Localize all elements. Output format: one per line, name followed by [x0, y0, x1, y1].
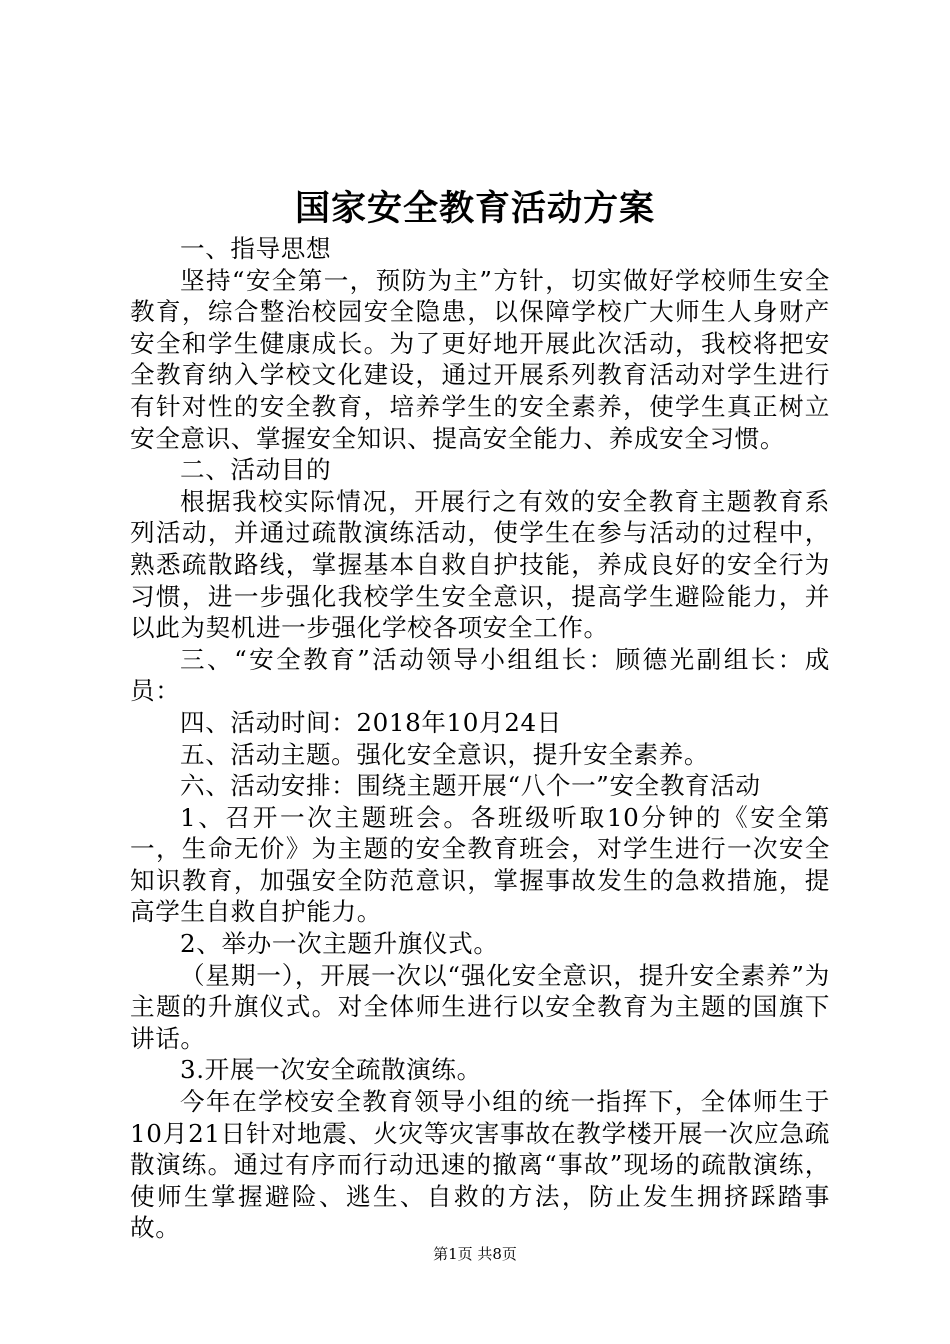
section-heading-guiding-ideology: 一、指导思想	[180, 234, 332, 263]
paragraph-guiding-ideology: 坚持“安全第一，预防为主”方针，切实做好学校师生安全教育，综合整治校园安全隐患，以保障学校广大师生人身财产安全和学生健康成长。为了更好地开展此次活动，我校将把安全教育纳入学校文化建设，通过开展系列教育活动对学生进行有针对性的安全教育，培养学生的安全素养，使学生真正树立安全意识、掌握安全知识、提高安全能力、养成安全习惯。	[130, 265, 830, 453]
document-title: 国家安全教育活动方案	[294, 188, 655, 229]
paragraph-leadership-group: 三、“安全教育”活动领导小组组长：顾德光副组长：成员：	[130, 644, 830, 706]
page-indicator: 第1页 共8页	[433, 1245, 517, 1263]
paragraph-flag-ceremony-heading: 2、举办一次主题升旗仪式。	[180, 929, 499, 959]
paragraph-activity-purpose: 根据我校实际情况，开展行之有效的安全教育主题教育系列活动，并通过疏散演练活动，使学生在参与活动的过程中，熟悉疏散路线，掌握基本自救自护技能，养成良好的安全行为习惯，进一步强化我校学生安全意识，提高学生避险能力，并以此为契机进一步强化学校各项安全工作。	[130, 486, 830, 643]
paragraph-activity-time: 四、活动时间：2018年10月24日	[180, 707, 562, 737]
paragraph-evacuation-drill-heading: 3.开展一次安全疏散演练。	[180, 1055, 482, 1085]
paragraph-activity-theme: 五、活动主题。强化安全意识，提升安全素养。	[180, 739, 710, 769]
paragraph-class-meeting: 1、召开一次主题班会。各班级听取10分钟的《安全第一，生命无价》为主题的安全教育班会，对学生进行一次安全知识教育，加强安全防范意识，掌握事故发生的急救措施，提高学生自救自护能力。	[130, 802, 830, 927]
section-heading-activity-purpose: 二、活动目的	[180, 455, 332, 485]
paragraph-activity-arrangement: 六、活动安排：围绕主题开展“八个一”安全教育活动	[180, 771, 761, 801]
page-footer	[0, 1244, 950, 1264]
document-body	[130, 233, 830, 1244]
paragraph-flag-ceremony: （星期一），开展一次以“强化安全意识，提升安全素养”为主题的升旗仪式。对全体师生进行以安全教育为主题的国旗下讲话。	[130, 960, 830, 1053]
paragraph-evacuation-drill: 今年在学校安全教育领导小组的统一指挥下，全体师生于10月21日针对地震、火灾等灾害事故在教学楼开展一次应急疏散演练。通过有序而行动迅速的撤离“事故”现场的疏散演练，使师生掌握避险、逃生、自救的方法，防止发生拥挤踩踏事故。	[130, 1087, 830, 1243]
